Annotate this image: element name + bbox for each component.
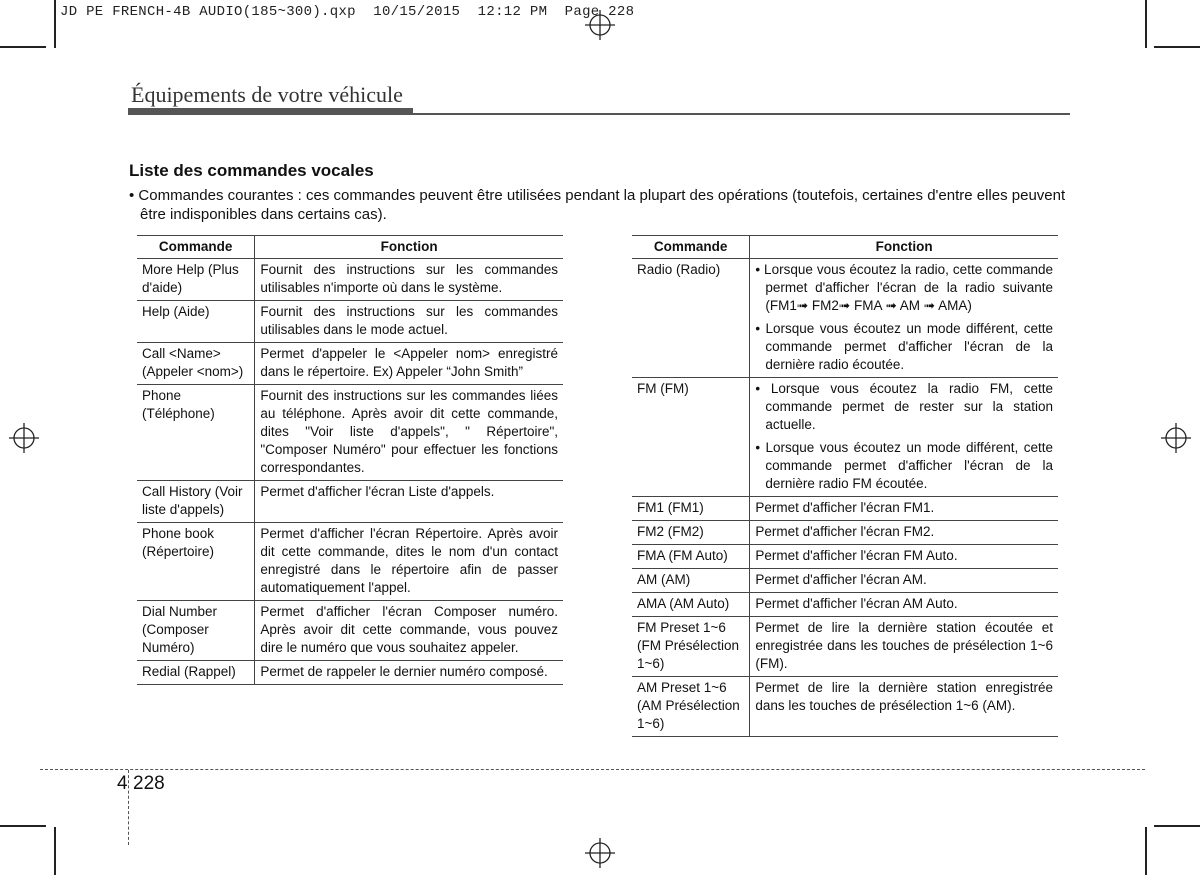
function-cell: Fournit des instructions sur les commandes utilisables dans le mode actuel. [255, 301, 563, 343]
registration-mark-icon [585, 838, 615, 868]
bullet-item: • Lorsque vous écoutez un mode différent, cette commande permet d'afficher l'écran de la dernière radio FM écoutée. [755, 440, 1053, 491]
footer-divider [128, 770, 129, 845]
command-cell: FM (FM) [632, 378, 750, 497]
function-cell: Permet d'afficher l'écran Répertoire. Après avoir dit cette commande, dites le nom d'un contact enregistré dans le répertoire afin de passer automatiquement l'appel. [255, 523, 563, 601]
table-row [632, 593, 1058, 617]
table-row [137, 259, 563, 301]
commands-table-right [632, 235, 1058, 737]
crop-mark [0, 825, 46, 827]
function-cell [750, 378, 1058, 497]
function-cell: Permet d'afficher l'écran AM Auto. [750, 593, 1058, 617]
function-cell: Permet de rappeler le dernier numéro composé. [255, 661, 563, 685]
function-cell: Fournit des instructions sur les commandes liées au téléphone. Après avoir dit cette commande, dites "Voir liste d'appels", " Répertoire", "Composer Numéro" pour effectuer les fonctions correspondantes. [255, 385, 563, 481]
content-heading: Liste des commandes vocales [129, 161, 374, 180]
crop-mark [1154, 825, 1200, 827]
table-row [632, 545, 1058, 569]
command-cell: Phone book (Répertoire) [137, 523, 255, 601]
column-header: Commande [632, 236, 750, 259]
command-cell: FM2 (FM2) [632, 521, 750, 545]
command-cell: Phone (Téléphone) [137, 385, 255, 481]
table-header-row [632, 236, 1058, 259]
bullet-item: • Lorsque vous écoutez la radio FM, cette commande permet de rester sur la station actuelle. [755, 381, 1053, 432]
function-cell: Permet d'afficher l'écran Liste d'appels. [255, 481, 563, 523]
command-cell: Radio (Radio) [632, 259, 750, 378]
command-cell: Redial (Rappel) [137, 661, 255, 685]
section-title: Équipements de votre véhicule [131, 82, 403, 107]
command-cell: FM Preset 1~6 (FM Présélection 1~6) [632, 617, 750, 677]
function-cell: Permet d'afficher l'écran Composer numéro. Après avoir dit cette commande, vous pouvez dire le numéro que vous souhaitez appeler. [255, 601, 563, 661]
command-cell: AM (AM) [632, 569, 750, 593]
crop-mark [0, 46, 46, 48]
table-row [137, 481, 563, 523]
command-cell: Help (Aide) [137, 301, 255, 343]
bullet-item: • Lorsque vous écoutez un mode différent, cette commande permet d'afficher l'écran de la dernière radio écoutée. [755, 321, 1053, 372]
chapter-number: 4 [117, 773, 128, 794]
function-cell: Permet de lire la dernière station enregistrée dans les touches de présélection 1~6 (AM). [750, 677, 1058, 737]
table-row [632, 378, 1058, 497]
table-row [137, 601, 563, 661]
function-cell: Permet d'afficher l'écran AM. [750, 569, 1058, 593]
function-cell: Permet d'afficher l'écran FM2. [750, 521, 1058, 545]
crop-mark [1145, 827, 1147, 875]
table-row [137, 523, 563, 601]
table-row [632, 569, 1058, 593]
intro-paragraph: • Commandes courantes : ces commandes peuvent être utilisées pendant la plupart des opérations (toutefois, certaines d'entre elles peuvent être indisponibles dans certains cas). [129, 187, 1066, 223]
function-cell [750, 259, 1058, 378]
table-header-row [137, 236, 563, 259]
registration-mark-icon [585, 10, 615, 40]
crop-mark [54, 827, 56, 875]
command-cell: Dial Number (Composer Numéro) [137, 601, 255, 661]
table-row [632, 497, 1058, 521]
crop-mark [1145, 0, 1147, 48]
title-rule [128, 108, 413, 115]
page-number: 228 [133, 773, 165, 794]
bullet-item: • Lorsque vous écoutez la radio, cette commande permet d'afficher l'écran de la radio suivante (FM1➟ FM2➟ FMA ➟ AM ➟ AMA) [755, 262, 1053, 313]
table-row [632, 617, 1058, 677]
footer-rule [40, 769, 1145, 770]
table-row [137, 343, 563, 385]
commands-table-left [137, 235, 563, 685]
function-cell: Permet de lire la dernière station écoutée et enregistrée dans les touches de présélection 1~6 (FM). [750, 617, 1058, 677]
column-header: Commande [137, 236, 255, 259]
function-cell: Fournit des instructions sur les commandes utilisables n'importe où dans le système. [255, 259, 563, 301]
title-rule [413, 113, 1070, 115]
function-cell: Permet d'afficher l'écran FM1. [750, 497, 1058, 521]
registration-mark-icon [9, 423, 39, 453]
command-cell: FMA (FM Auto) [632, 545, 750, 569]
table-row [137, 661, 563, 685]
command-cell: AMA (AM Auto) [632, 593, 750, 617]
table-row [137, 301, 563, 343]
command-cell: AM Preset 1~6 (AM Présélection 1~6) [632, 677, 750, 737]
table-row [137, 385, 563, 481]
column-header: Fonction [750, 236, 1058, 259]
crop-mark [1154, 46, 1200, 48]
registration-mark-icon [1161, 423, 1191, 453]
function-cell: Permet d'afficher l'écran FM Auto. [750, 545, 1058, 569]
table-row [632, 259, 1058, 378]
table-row [632, 677, 1058, 737]
table-row [632, 521, 1058, 545]
column-header: Fonction [255, 236, 563, 259]
crop-mark [54, 0, 56, 48]
command-cell: Call History (Voir liste d'appels) [137, 481, 255, 523]
print-slug: JD PE FRENCH-4B AUDIO(185~300).qxp 10/15/2015 12:12 PM Page 228 [60, 4, 635, 20]
command-cell: FM1 (FM1) [632, 497, 750, 521]
command-cell: More Help (Plus d'aide) [137, 259, 255, 301]
function-cell: Permet d'appeler le <Appeler nom> enregistré dans le répertoire. Ex) Appeler “John Smith” [255, 343, 563, 385]
command-cell: Call <Name> (Appeler <nom>) [137, 343, 255, 385]
